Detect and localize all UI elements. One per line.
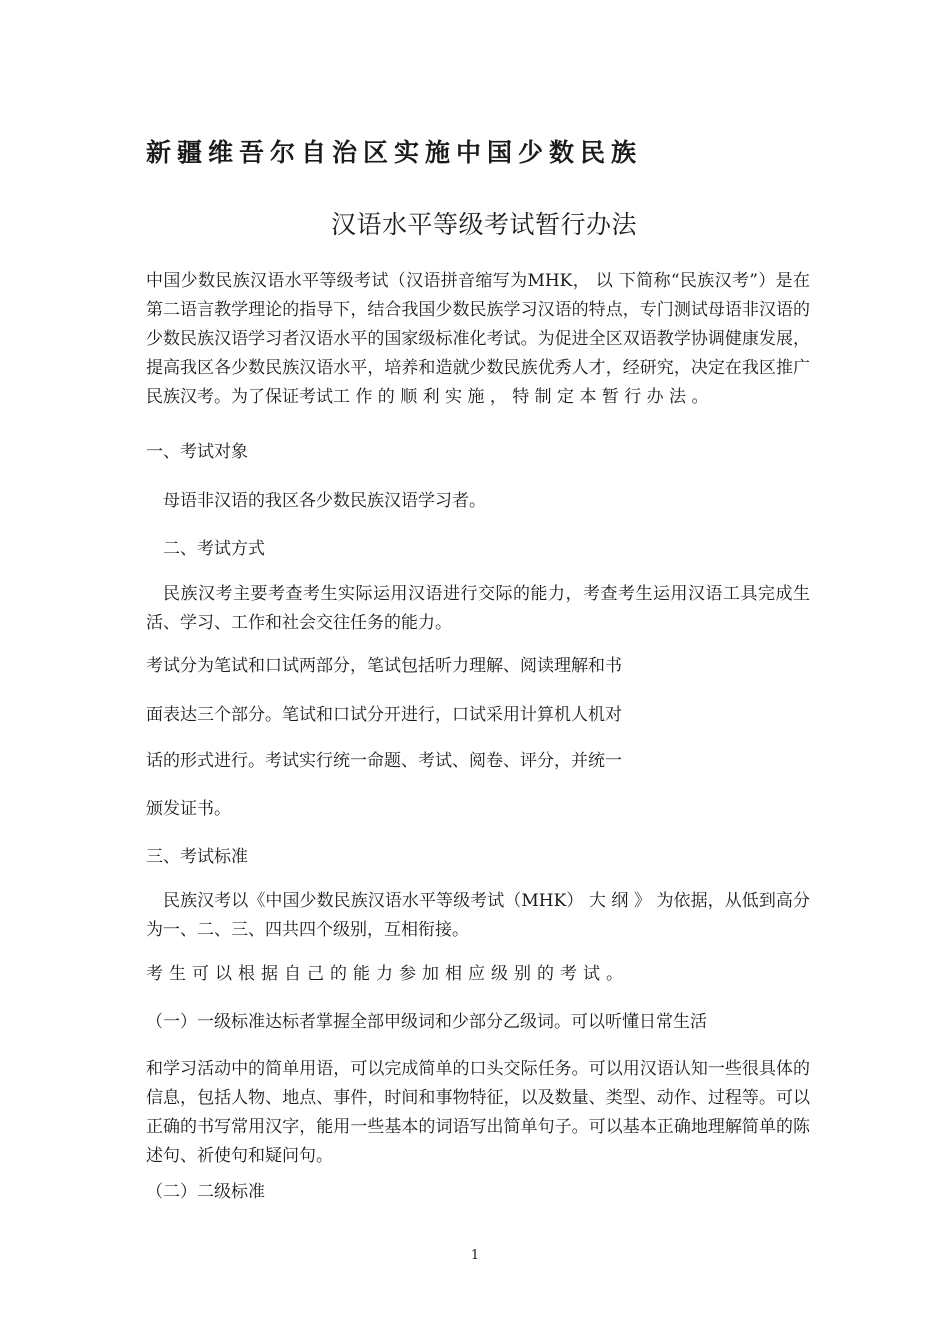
section3-heading: 三、考试标准 bbox=[146, 847, 248, 867]
section3-line: 考生可以根据自己的能力参加相应级别的考试。 bbox=[146, 964, 629, 984]
section2-line: 颁发证书。 bbox=[146, 799, 231, 819]
section2-paragraph: 民族汉考主要考查考生实际运用汉语进行交际的能力，考查考生运用汉语工具完成生活、学习、工作和社会交往任务的能力。 bbox=[146, 584, 810, 633]
section3-paragraph: 民族汉考以《中国少数民族汉语水平等级考试（MHK） 大 纲 》 为依据，从低到高分为一、二、三、四共四个级别，互相衔接。 bbox=[146, 891, 810, 940]
section2-heading: 二、考试方式 bbox=[163, 539, 265, 559]
intro-paragraph: 中国少数民族汉语水平等级考试（汉语拼音缩写为MHK， 以 下简称“民族汉考”）是在第二语言教学理论的指导下，结合我国少数民族学习汉语的特点，专门测试母语非汉语的少数民族汉语学习者汉语水平的国家级标准化考试。为促进全区双语教学协调健康发展，提高我区各少数民族汉语水平，培养和造就少数民族优秀人才，经研究，决定在我区推广民族汉考。为了保证考试工 作 的 顺 利 实 施 ， 特 制 定 本 暂 行 办 法 。 bbox=[146, 271, 810, 407]
section1-text: 母语非汉语的我区各少数民族汉语学习者。 bbox=[163, 491, 486, 511]
document-title-line2: 汉语水平等级考试暂行办法 bbox=[331, 210, 638, 239]
section1-heading: 一、考试对象 bbox=[146, 442, 248, 462]
section2-line: 面表达三个部分。笔试和口试分开进行，口试采用计算机人机对 bbox=[146, 705, 622, 725]
level1-paragraph: 和学习活动中的简单用语，可以完成简单的口头交际任务。可以用汉语认知一些很具体的信息，包括人物、地点、事件，时间和事物特征，以及数量、类型、动作、过程等。可以正确的书写常用汉字，能用一些基本的词语写出简单句子。可以基本正确地理解简单的陈述句、祈使句和疑问句。 bbox=[146, 1059, 810, 1166]
level2-heading: （二）二级标准 bbox=[146, 1182, 265, 1202]
section2-line: 考试分为笔试和口试两部分，笔试包括听力理解、阅读理解和书 bbox=[146, 656, 622, 676]
level1-line: （一）一级标准达标者掌握全部甲级词和少部分乙级词。可以听懂日常生活 bbox=[146, 1012, 707, 1032]
page-number: 1 bbox=[470, 1248, 480, 1263]
section2-line: 话的形式进行。考试实行统一命题、考试、阅卷、评分，并统一 bbox=[146, 751, 622, 771]
document-title-line1: 新疆维吾尔自治区实施中国少数民族 bbox=[146, 138, 643, 167]
